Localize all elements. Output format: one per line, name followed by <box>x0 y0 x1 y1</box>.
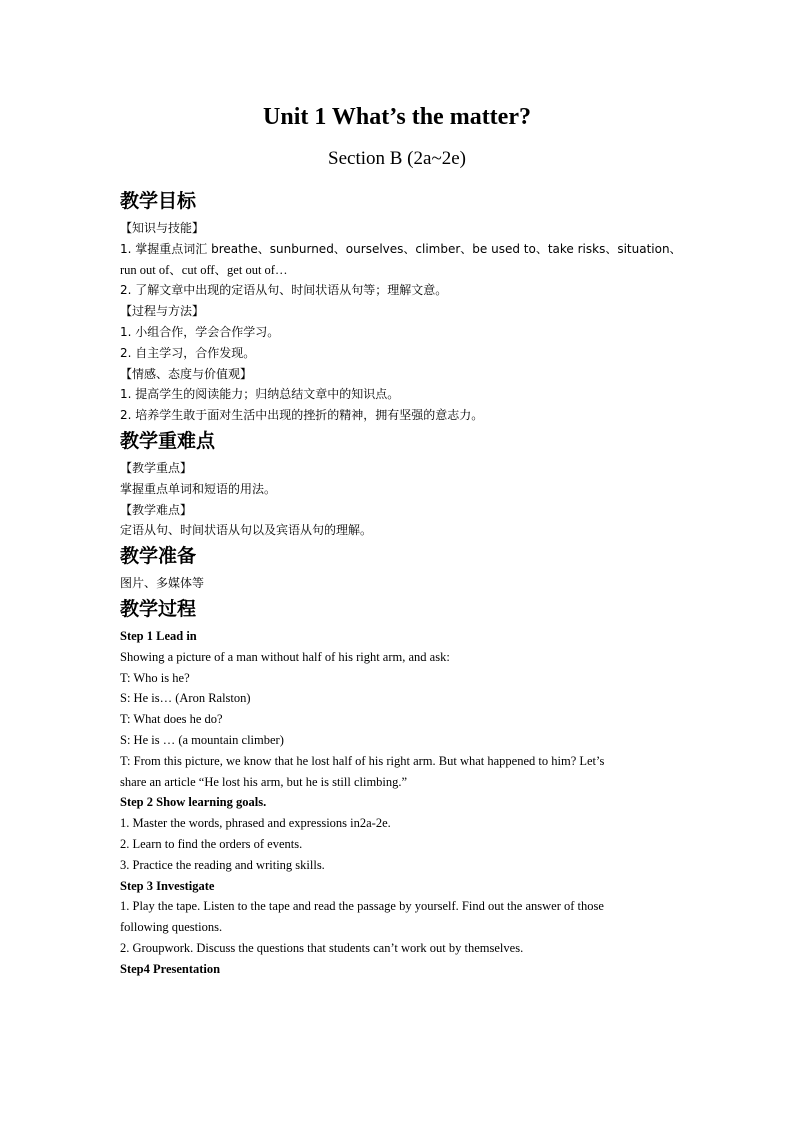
step1-line: share an article “He lost his arm, but he is still climbing.” <box>120 774 408 789</box>
document-subtitle: Section B (2a~2e) <box>328 148 466 169</box>
step4-title: Step4 Presentation <box>120 961 221 976</box>
label-difficulty: 【教学难点】 <box>120 502 193 517</box>
step1-line: T: Who is he? <box>120 670 190 685</box>
step1-line: T: From this picture, we know that he lost half of his right arm. But what happened to him? Let’s <box>120 753 605 768</box>
label-focus: 【教学重点】 <box>120 460 193 475</box>
objective-k2: 2. 了解文章中出现的定语从句、时间状语从句等；理解文意。 <box>120 283 448 298</box>
objective-e1: 1. 提高学生的阅读能力；归纳总结文章中的知识点。 <box>120 387 400 402</box>
step2-title: Step 2 Show learning goals. <box>120 795 267 810</box>
objective-k1b: run out of、cut off、get out of… <box>120 262 288 277</box>
step1-line: Showing a picture of a man without half of his right arm, and ask: <box>120 649 450 664</box>
step2-line: 3. Practice the reading and writing skills. <box>120 857 325 872</box>
label-knowledge: 【知识与技能】 <box>120 221 205 235</box>
heading-objectives: 教学目标 <box>120 190 197 212</box>
step3-line: 2. Groupwork. Discuss the questions that students can’t work out by themselves. <box>120 940 524 955</box>
step3-line: following questions. <box>120 920 223 935</box>
label-emotion: 【情感、态度与价值观】 <box>120 366 253 381</box>
document-title: Unit 1 What’s the matter? <box>263 104 531 130</box>
keypoint-difficulty: 定语从句、时间状语从句以及宾语从句的理解。 <box>120 523 373 538</box>
step1-line: T: What does he do? <box>120 712 223 727</box>
step1-line: S: He is… (Aron Ralston) <box>120 691 251 706</box>
heading-keypoints: 教学重难点 <box>120 429 216 452</box>
objective-p1: 1. 小组合作，学会合作学习。 <box>120 324 280 339</box>
step1-title: Step 1 Lead in <box>120 628 197 643</box>
step2-line: 2. Learn to find the orders of events. <box>120 836 303 851</box>
objective-p2: 2. 自主学习，合作发现。 <box>120 345 256 360</box>
label-process-method: 【过程与方法】 <box>120 304 205 319</box>
heading-prep: 教学准备 <box>120 545 197 568</box>
objective-e2: 2. 培养学生敢于面对生活中出现的挫折的精神，拥有坚强的意志力。 <box>120 408 484 423</box>
objective-k1a: 1. 掌握重点词汇 breathe、sunburned、ourselves、climber、be used to、take risks、situation、 <box>120 241 682 256</box>
keypoint-focus: 掌握重点单词和短语的用法。 <box>120 481 277 496</box>
heading-process: 教学过程 <box>120 597 197 620</box>
step1-line: S: He is … (a mountain climber) <box>120 732 284 747</box>
prep-text: 图片、多媒体等 <box>120 576 205 591</box>
step3-line: 1. Play the tape. Listen to the tape and read the passage by yourself. Find out the answer of those <box>120 899 604 914</box>
step3-title: Step 3 Investigate <box>120 878 215 893</box>
step2-line: 1. Master the words, phrased and expressions in2a-2e. <box>120 816 391 831</box>
document-body <box>120 186 680 980</box>
